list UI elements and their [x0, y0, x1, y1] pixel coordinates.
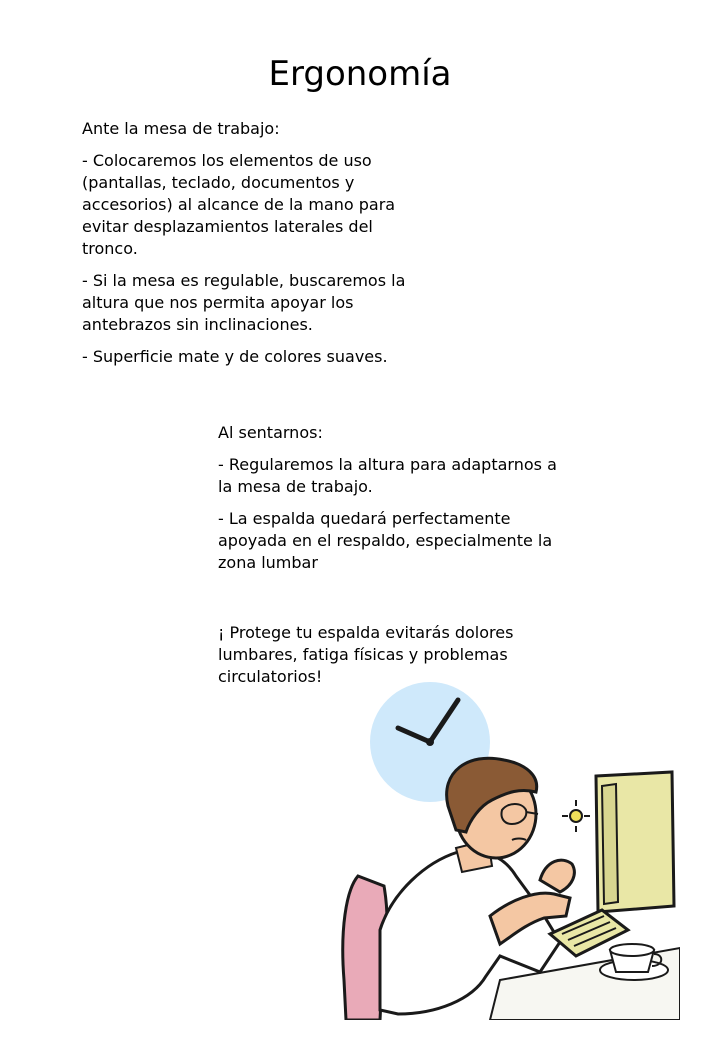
desk-item: - Colocaremos los elementos de uso (pantallas, teclado, documentos y accesorios) al alcance de la mano para evitar desplazamientos laterales del tronco.: [82, 151, 396, 258]
hand: [540, 860, 574, 892]
desk-section: [82, 118, 422, 378]
monitor-screen-edge: [602, 784, 618, 904]
clock-center: [426, 738, 434, 746]
desk-heading: Ante la mesa de trabajo:: [82, 119, 280, 138]
sitting-section: [218, 422, 563, 584]
desk-item: - Si la mesa es regulable, buscaremos la altura que nos permita apoyar los antebrazos sin inclinaciones.: [82, 271, 406, 334]
sitting-heading: Al sentarnos:: [218, 423, 323, 442]
back-care-callout: ¡ Protege tu espalda evitarás dolores lumbares, fatiga físicas y problemas circulatorios!: [218, 623, 514, 686]
sitting-item: - Regularemos la altura para adaptarnos a la mesa de trabajo.: [218, 455, 557, 496]
desk-item: - Superficie mate y de colores suaves.: [82, 347, 388, 366]
worker-at-computer-illustration: [340, 680, 680, 1020]
sitting-item: - La espalda quedará perfectamente apoyada en el respaldo, especialmente la zona lumbar: [218, 509, 553, 572]
page-title: Ergonomía: [268, 54, 452, 94]
monitor-glare: [570, 810, 582, 822]
